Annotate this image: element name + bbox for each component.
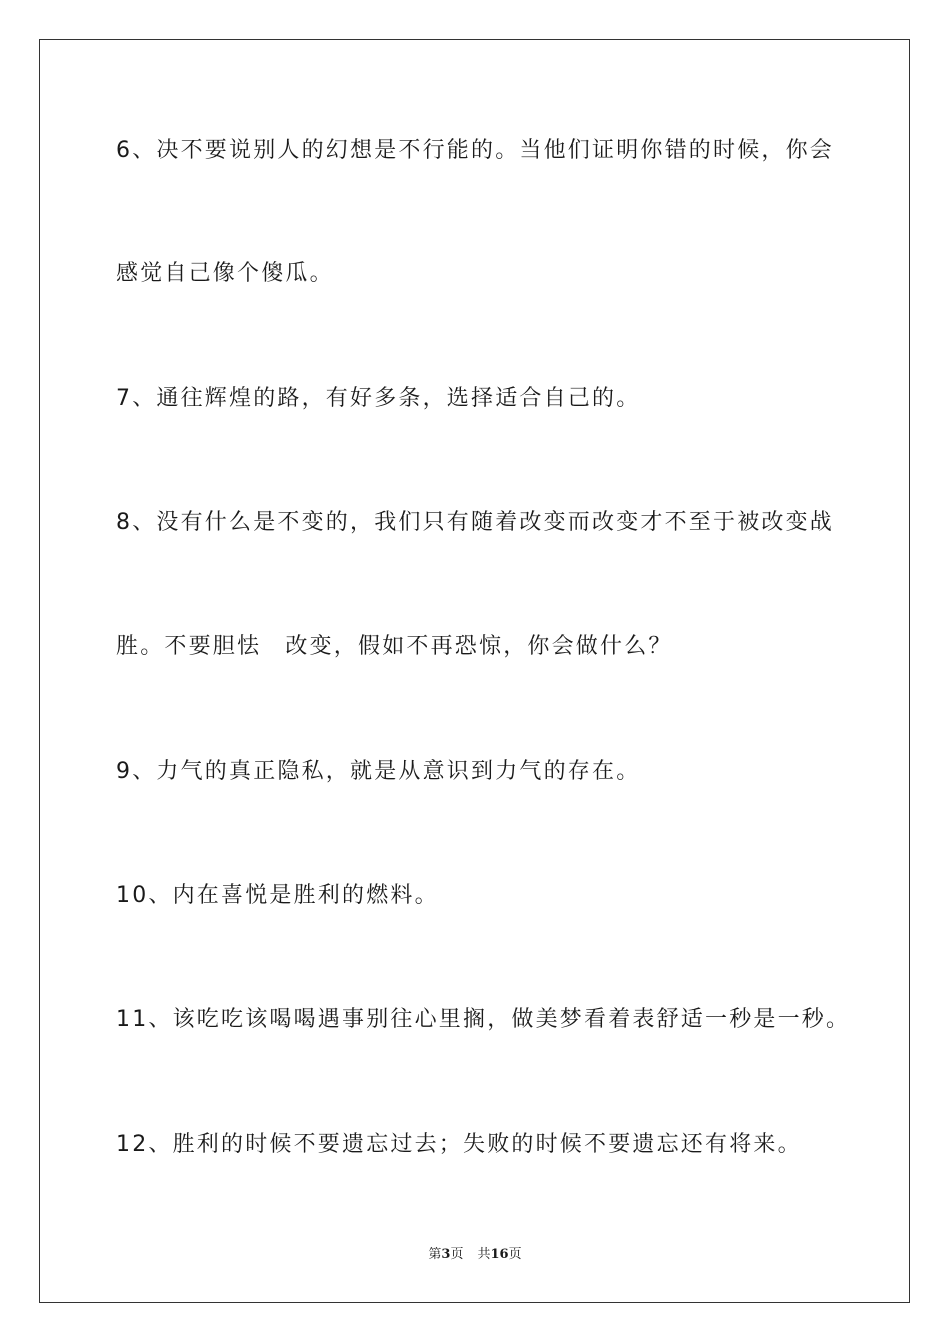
text-line-9: 12、胜利的时候不要遗忘过去；失败的时候不要遗忘还有将来。 xyxy=(116,1132,802,1157)
page-number: 3 xyxy=(441,1247,451,1262)
text-line-8: 11、该吃吃该喝喝遇事别往心里搁，做美梦看着表舒适一秒是一秒。 xyxy=(116,1007,851,1032)
text-line-5: 胜。不要胆怯 改变，假如不再恐惊，你会做什么？ xyxy=(116,634,673,659)
text-line-6: 9、力气的真正隐私，就是从意识到力气的存在。 xyxy=(116,759,641,784)
total-pages: 16 xyxy=(490,1247,509,1262)
text-line-7: 10、内在喜悦是胜利的燃料。 xyxy=(116,883,439,908)
text-line-1: 6、决不要说别人的幻想是不行能的。当他们证明你错的时候，你会 xyxy=(116,138,834,163)
total-prefix: 共 xyxy=(477,1247,491,1262)
page-prefix: 第 xyxy=(428,1247,442,1262)
text-line-2: 感觉自己像个傻瓜。 xyxy=(116,261,334,286)
page-border xyxy=(39,39,910,1303)
text-line-3: 7、通往辉煌的路，有好多条，选择适合自己的。 xyxy=(116,386,641,411)
page-footer xyxy=(0,1246,950,1264)
text-line-4: 8、没有什么是不变的，我们只有随着改变而改变才不至于被改变战 xyxy=(116,510,834,535)
total-suffix: 页 xyxy=(508,1247,522,1262)
page-suffix: 页 xyxy=(450,1247,464,1262)
